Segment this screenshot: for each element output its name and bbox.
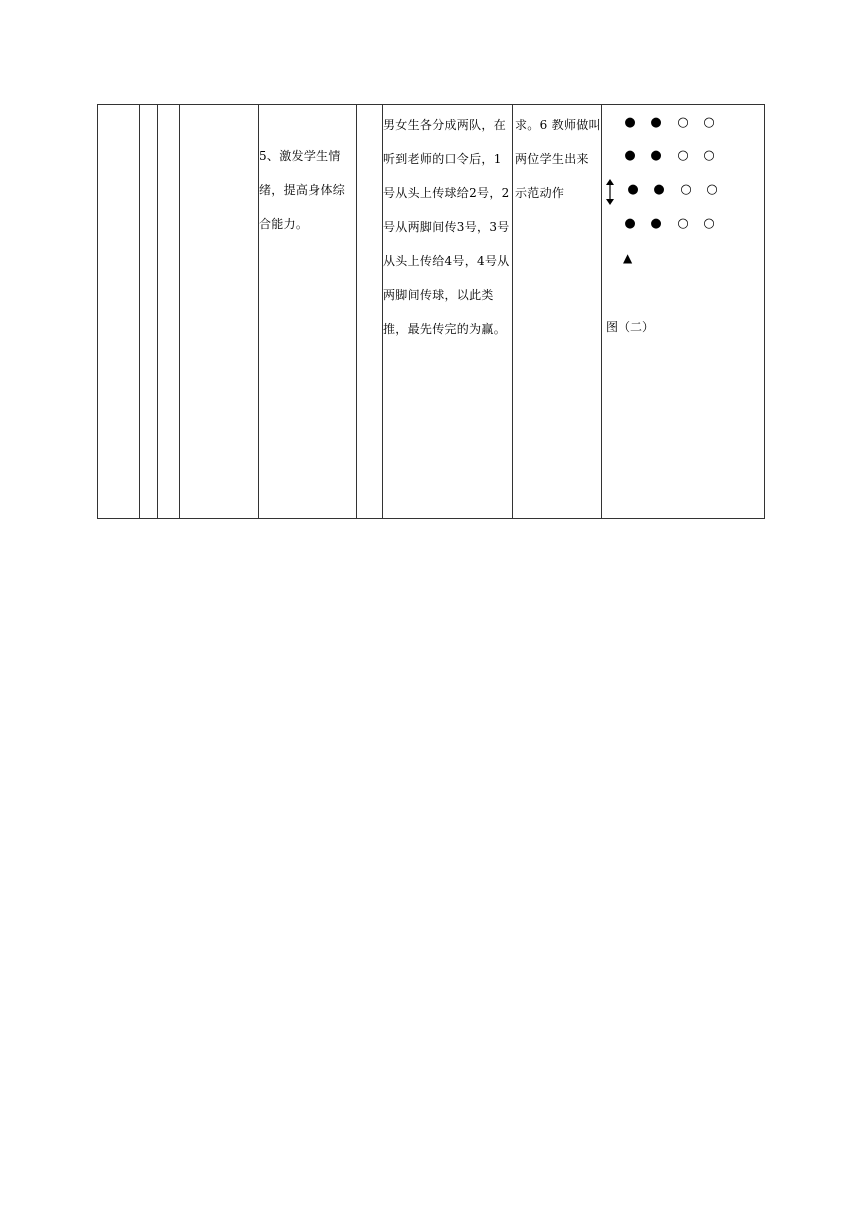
teacher-cell (513, 105, 602, 519)
student-female-marker: ○ (677, 148, 689, 163)
student-male-marker: ● (650, 148, 662, 163)
double-arrow-vertical-icon (605, 179, 615, 205)
diagram-cell (602, 105, 765, 519)
student-female-marker: ○ (706, 182, 718, 197)
empty-cell-1 (98, 105, 140, 519)
diagram-caption: 图（二） (606, 320, 655, 334)
student-female-marker: ○ (703, 216, 715, 231)
student-male-marker: ● (650, 216, 662, 231)
student-male-marker: ● (627, 182, 639, 197)
student-male-marker: ● (650, 115, 662, 130)
teacher-text: 求。6 教师做叫两位学生出来示范动作 (515, 118, 601, 200)
formation-diagram (602, 105, 764, 518)
table-row (98, 105, 765, 519)
student-male-marker: ● (624, 115, 636, 130)
student-female-marker: ○ (680, 182, 692, 197)
student-male-marker: ● (624, 216, 636, 231)
student-female-marker: ○ (703, 115, 715, 130)
goal-text: 5、激发学生情绪，提高身体综合能力。 (259, 149, 346, 231)
student-male-marker: ● (624, 148, 636, 163)
empty-cell-6 (357, 105, 383, 519)
empty-cell-4 (180, 105, 259, 519)
student-female-marker: ○ (677, 216, 689, 231)
method-cell (383, 105, 513, 519)
lesson-plan-table (97, 104, 765, 519)
student-female-marker: ○ (703, 148, 715, 163)
empty-cell-2 (140, 105, 158, 519)
goal-cell (259, 105, 357, 519)
method-text: 男女生各分成两队，在听到老师的口令后，1号从头上传球给2号，2号从两脚间传3号，3号从头上传给4号，4号从两脚间传球，以此类推，最先传完的为赢。 (383, 118, 510, 336)
teacher-triangle-marker: ▲ (623, 251, 633, 265)
student-male-marker: ● (653, 182, 665, 197)
student-female-marker: ○ (677, 115, 689, 130)
empty-cell-3 (158, 105, 180, 519)
